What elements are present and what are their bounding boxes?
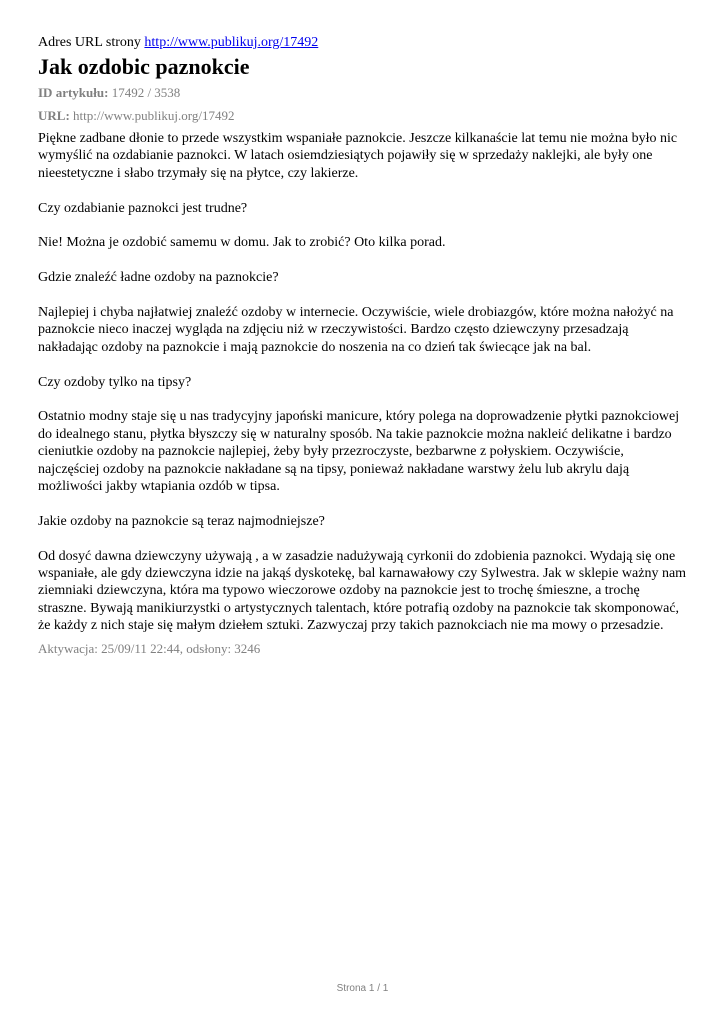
url-label: Adres URL strony bbox=[38, 35, 141, 50]
paragraph: Ostatnio modny staje się u nas tradycyjny japoński manicure, który polega na doprowadzenie płytki paznokciowej do idealnego stanu, płytka błyszczy się w naturalny sposób. Na takie paznokcie można nakleić delikatne i bardzo cieniutkie ozdoby na paznokcie najlepiej, żeby były przezroczyste, bezbarwne z połyskiem. Oczywiście, najczęściej ozdoby na paznokcie nakładane są na tipsy, ponieważ nakładane warstwy żelu lub akrylu dają możliwości jakby wtapiania ozdób w tipsa. bbox=[38, 409, 680, 495]
paragraph: Czy ozdabianie paznokci jest trudne? bbox=[38, 200, 248, 216]
article-url-label: URL: bbox=[38, 108, 70, 123]
paragraph: Gdzie znaleźć ładne ozdoby na paznokcie? bbox=[38, 270, 279, 286]
article-id-line bbox=[38, 84, 688, 101]
page-url-line bbox=[38, 34, 688, 52]
paragraph: Od dosyć dawna dziewczyny używają , a w zasadzie nadużywają cyrkonii do zdobienia paznokci. Wydają się one wspaniałe, ale gdy dziewczyna idzie na jakąś dyskotekę, bal karnawałowy czy Sylwestra. Jak w sklepie ważny nam ziemniaki dziewczyna, która ma typowo wieczorowe ozdoby na paznokcie jest to trochę śmieszne, a trochę straszne. Bywają manikiurzystki o artystycznych talentach, które potrafią ozdoby na paznokcie tak skomponować, że każdy z nich staje się małym dziełem sztuki. Zazwyczaj przy takich paznokciach nie ma mowy o przesadzie. bbox=[38, 548, 687, 634]
document-page bbox=[38, 34, 688, 657]
article-id-value: 17492 / 3538 bbox=[111, 85, 181, 100]
article-title: Jak ozdobic paznokcie bbox=[38, 54, 250, 79]
paragraph: Czy ozdoby tylko na tipsy? bbox=[38, 374, 192, 390]
paragraph: Nie! Można je ozdobić samemu w domu. Jak to zrobić? Oto kilka porad. bbox=[38, 235, 446, 251]
article-id-label: ID artykułu: bbox=[38, 85, 109, 100]
article-url-meta-line bbox=[38, 107, 688, 124]
paragraph: Piękne zadbane dłonie to przede wszystkim wspaniałe paznokcie. Jeszcze kilkanaście lat temu nie można było nic wymyślić na ozdabianie paznokci. W latach osiemdziesiątych pojawiły się w sprzedaży naklejki, ale były one nieestetyczne i słabo trzymały się na płytce, czy lakierze. bbox=[38, 131, 678, 181]
article-body bbox=[38, 130, 688, 635]
page-number: Strona 1 / 1 bbox=[336, 983, 389, 994]
activation-info: Aktywacja: 25/09/11 22:44, odsłony: 3246 bbox=[38, 641, 261, 657]
paragraph: Najlepiej i chyba najłatwiej znaleźć ozdoby w internecie. Oczywiście, wiele drobiazgów, które można nałożyć na paznokcie nieco inaczej wygląda na zdjęciu niż w rzeczywistości. Bardzo często dziewczyny przesadzają nakładając ozdoby na paznokcie i mają paznokcie do noszenia na co dzień tak świecące jak na bal. bbox=[38, 305, 674, 355]
paragraph: Jakie ozdoby na paznokcie są teraz najmodniejsze? bbox=[38, 513, 325, 529]
article-url-value: http://www.publikuj.org/17492 bbox=[73, 108, 235, 123]
article-url-link[interactable]: http://www.publikuj.org/17492 bbox=[144, 35, 319, 50]
